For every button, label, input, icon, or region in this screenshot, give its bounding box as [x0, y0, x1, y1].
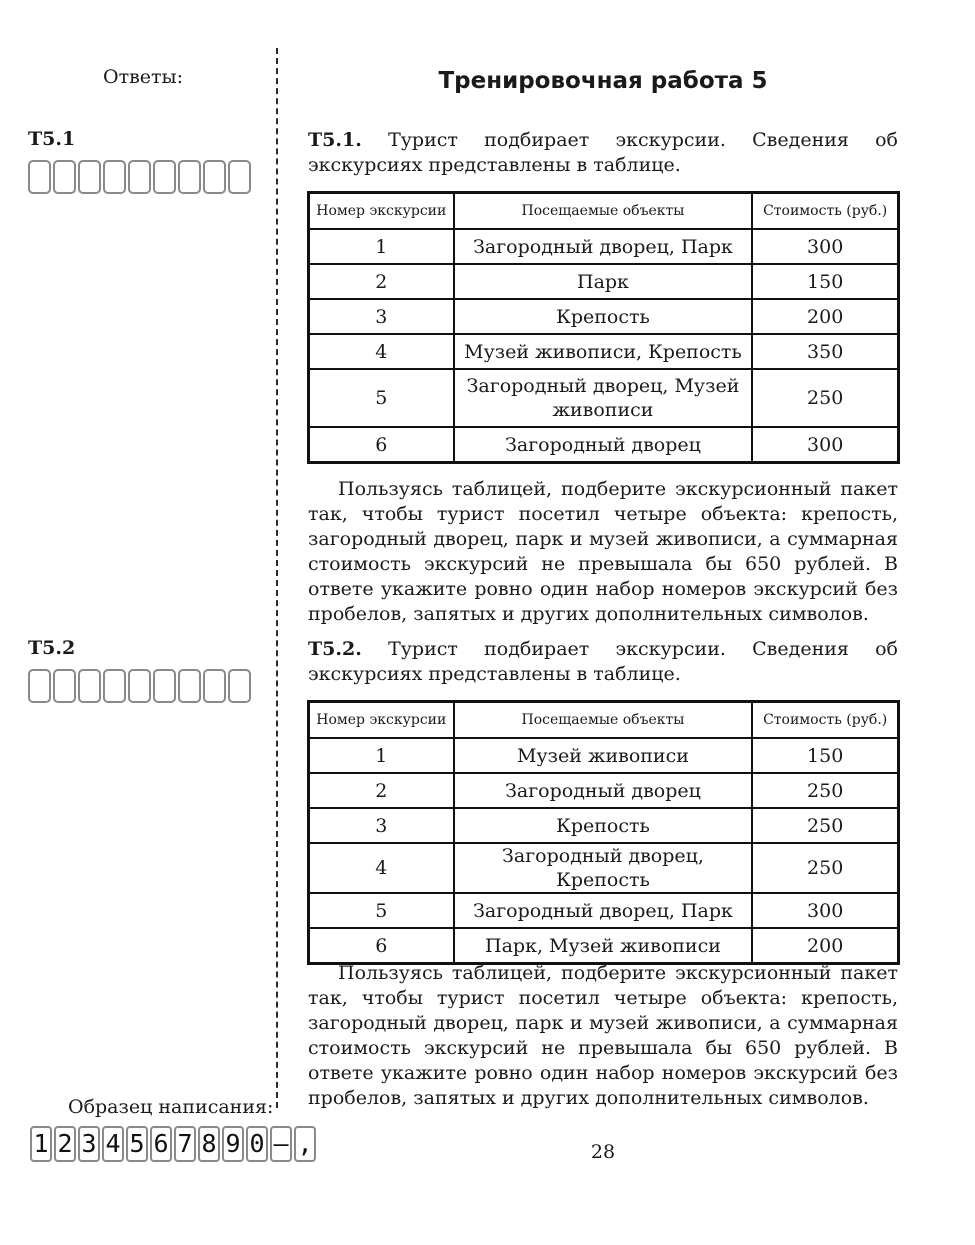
cell-cost: 300 — [752, 893, 898, 928]
table-row — [309, 893, 898, 928]
sample-char: 4 — [102, 1126, 124, 1162]
answer-cell[interactable] — [178, 669, 201, 703]
table-row — [309, 299, 898, 334]
answer-cell[interactable] — [228, 669, 251, 703]
sample-characters — [30, 1126, 318, 1162]
header-cost: Стоимость (руб.) — [752, 193, 898, 229]
cell-number: 3 — [309, 299, 454, 334]
sample-char: 2 — [54, 1126, 76, 1162]
answer-cell[interactable] — [128, 669, 151, 703]
cell-cost: 200 — [752, 928, 898, 963]
answer-cell[interactable] — [103, 160, 126, 194]
answer-cell[interactable] — [203, 160, 226, 194]
task-question-t5-2: Пользуясь таблицей, подберите экскурсионный пакет так, чтобы турист посетил четыре объекта: крепость, загородный дворец, парк и музей живописи, а суммарная стоимость экскурсий не превышала бы 650 рублей. В ответе укажите ровно один набор номеров экскурсий без пробелов, запятых и других дополнительных символов. — [308, 962, 898, 1109]
table-row — [309, 427, 898, 462]
cell-number: 4 — [309, 334, 454, 369]
answer-cell[interactable] — [78, 669, 101, 703]
cell-cost: 150 — [752, 264, 898, 299]
answer-cell[interactable] — [128, 160, 151, 194]
sample-char: , — [294, 1126, 316, 1162]
header-number: Номер экскурсии — [309, 702, 454, 738]
sample-char: 3 — [78, 1126, 100, 1162]
cell-objects: Загородный дворец, Парк — [454, 893, 753, 928]
cell-cost: 300 — [752, 427, 898, 462]
cell-objects: Загородный дворец, Музей живописи — [454, 369, 753, 427]
table-row — [309, 928, 898, 963]
cell-number: 3 — [309, 808, 454, 843]
cell-cost: 250 — [752, 369, 898, 427]
sample-char: 7 — [174, 1126, 196, 1162]
cell-objects: Загородный дворец, Крепость — [454, 843, 753, 893]
cell-cost: 150 — [752, 738, 898, 773]
cell-objects: Загородный дворец — [454, 427, 753, 462]
answer-boxes-t5-2[interactable] — [28, 669, 253, 703]
answer-cell[interactable] — [78, 160, 101, 194]
answer-cell[interactable] — [103, 669, 126, 703]
task-code-t5-2: T5.2 — [28, 637, 76, 659]
table-header-row — [309, 193, 898, 229]
cell-objects: Музей живописи, Крепость — [454, 334, 753, 369]
sample-char: 9 — [222, 1126, 244, 1162]
cell-number: 2 — [309, 773, 454, 808]
task-intro-text: Турист подбирает экскурсии. Сведения об экскурсиях представлены в таблице. — [308, 129, 898, 176]
cell-number: 4 — [309, 843, 454, 893]
cell-cost: 250 — [752, 808, 898, 843]
table-row — [309, 843, 898, 893]
cell-objects: Крепость — [454, 808, 753, 843]
cell-objects: Крепость — [454, 299, 753, 334]
page-number: 28 — [590, 1141, 616, 1163]
answer-cell[interactable] — [178, 160, 201, 194]
cell-number: 1 — [309, 738, 454, 773]
cell-number: 1 — [309, 229, 454, 264]
cell-cost: 300 — [752, 229, 898, 264]
table-row — [309, 808, 898, 843]
cell-number: 2 — [309, 264, 454, 299]
answer-cell[interactable] — [53, 669, 76, 703]
task-intro-t5-1 — [308, 128, 898, 178]
cell-cost: 200 — [752, 299, 898, 334]
sample-char: 6 — [150, 1126, 172, 1162]
excursions-table-t5-1 — [308, 192, 899, 463]
dashed-divider — [276, 48, 278, 1108]
header-objects: Посещаемые объекты — [454, 193, 753, 229]
table-row — [309, 334, 898, 369]
cell-number: 6 — [309, 928, 454, 963]
answer-boxes-t5-1[interactable] — [28, 160, 253, 194]
sample-char: 1 — [30, 1126, 52, 1162]
excursions-table-t5-2 — [308, 701, 899, 964]
cell-objects: Парк, Музей живописи — [454, 928, 753, 963]
answers-label: Ответы: — [103, 66, 184, 88]
cell-objects: Парк — [454, 264, 753, 299]
cell-cost: 250 — [752, 773, 898, 808]
task-label: Т5.1. — [308, 129, 362, 151]
answer-cell[interactable] — [28, 669, 51, 703]
page-title: Тренировочная работа 5 — [438, 68, 768, 94]
table-header-row — [309, 702, 898, 738]
answer-cell[interactable] — [153, 160, 176, 194]
task-question-t5-1: Пользуясь таблицей, подберите экскурсионный пакет так, чтобы турист посетил четыре объекта: крепость, загородный дворец, парк и музей живописи, а суммарная стоимость экскурсий не превышала бы 650 рублей. В ответе укажите ровно один набор номеров экскурсий без пробелов, запятых и других дополнительных символов. — [308, 478, 898, 625]
task-code-t5-1: T5.1 — [28, 128, 76, 150]
table-row — [309, 369, 898, 427]
answer-cell[interactable] — [53, 160, 76, 194]
header-cost: Стоимость (руб.) — [752, 702, 898, 738]
answer-cell[interactable] — [28, 160, 51, 194]
sample-label: Образец написания: — [68, 1096, 274, 1118]
answer-cell[interactable] — [228, 160, 251, 194]
answer-cell[interactable] — [153, 669, 176, 703]
table-row — [309, 264, 898, 299]
sample-char: – — [270, 1126, 292, 1162]
cell-number: 6 — [309, 427, 454, 462]
sample-char: 5 — [126, 1126, 148, 1162]
cell-objects: Загородный дворец — [454, 773, 753, 808]
cell-cost: 250 — [752, 843, 898, 893]
table-row — [309, 773, 898, 808]
task-label: Т5.2. — [308, 638, 362, 660]
sample-char: 0 — [246, 1126, 268, 1162]
cell-number: 5 — [309, 369, 454, 427]
table-row — [309, 229, 898, 264]
cell-number: 5 — [309, 893, 454, 928]
cell-objects: Музей живописи — [454, 738, 753, 773]
cell-cost: 350 — [752, 334, 898, 369]
table-row — [309, 738, 898, 773]
sample-char: 8 — [198, 1126, 220, 1162]
task-intro-text: Турист подбирает экскурсии. Сведения об экскурсиях представлены в таблице. — [308, 638, 898, 685]
header-objects: Посещаемые объекты — [454, 702, 753, 738]
header-number: Номер экскурсии — [309, 193, 454, 229]
task-intro-t5-2 — [308, 637, 898, 687]
answer-cell[interactable] — [203, 669, 226, 703]
cell-objects: Загородный дворец, Парк — [454, 229, 753, 264]
